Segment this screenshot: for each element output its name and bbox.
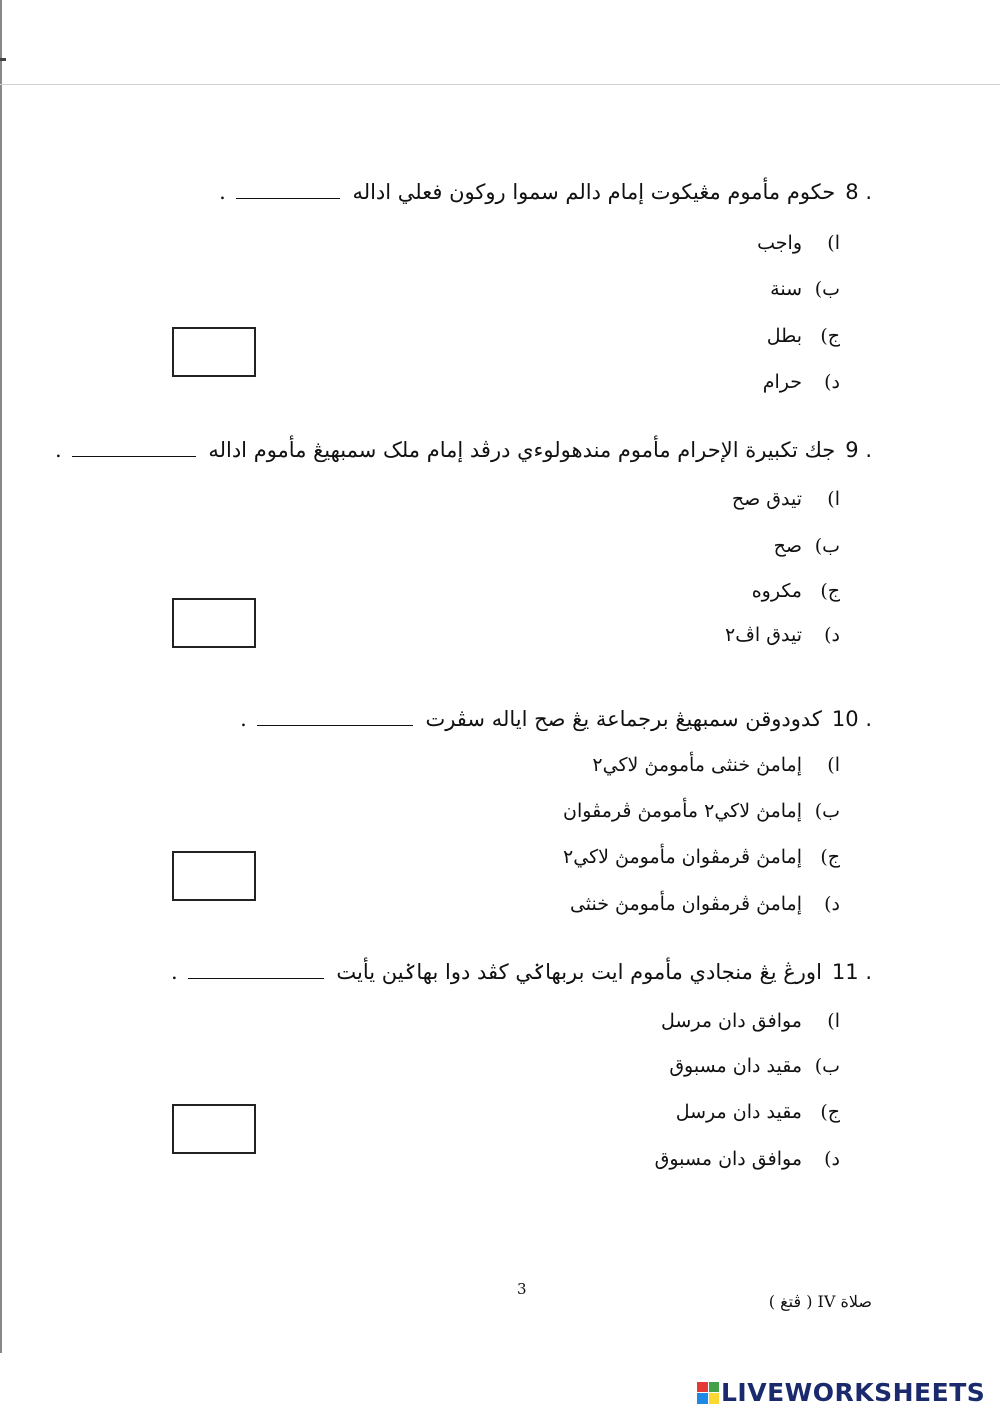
option-d: د)إمامڽ ڤرمڤوان مأمومڽ خنثى bbox=[569, 893, 840, 915]
question-text: جك تكبيرة الإحرام مأموم مندهولوءي درڤد إمام ملک سمبهيڠ مأموم اداله bbox=[208, 438, 836, 462]
question-text: اورڠ يڠ منجادي مأموم ايت بربهاݢي كڤد دوا بهاݢين يأيت bbox=[336, 960, 822, 984]
option-d: د)حرام bbox=[762, 371, 840, 393]
option-c: ج)بطل bbox=[766, 325, 840, 347]
option-a: ا)إمامڽ خنثى مأمومڽ لاكي٢ bbox=[592, 754, 840, 776]
logo-square-yellow bbox=[709, 1393, 720, 1404]
question-text: كدودوقن سمبهيڠ برجماعة يڠ صح اياله سڤرت bbox=[425, 707, 822, 731]
liveworksheets-logo bbox=[697, 1378, 985, 1407]
answer-blank bbox=[72, 440, 196, 457]
answer-blank bbox=[236, 182, 340, 199]
option-b: ب)إمامڽ لاكي٢ مأمومڽ ڤرمڤوان bbox=[563, 800, 840, 822]
logo-square-blue bbox=[697, 1393, 708, 1404]
answer-blank bbox=[257, 709, 413, 726]
answer-box-11[interactable] bbox=[172, 1104, 256, 1154]
answer-box-9[interactable] bbox=[172, 598, 256, 648]
option-b: ب)سنة bbox=[770, 278, 840, 300]
question-9: 9 .جك تكبيرة الإحرام مأموم مندهولوءي درڤد إمام ملک سمبهيڠ مأموم اداله . bbox=[54, 438, 872, 462]
logo-text: LIVEWORKSHEETS bbox=[721, 1378, 986, 1407]
logo-square-green bbox=[709, 1382, 720, 1393]
top-rule bbox=[0, 84, 1000, 85]
question-10: 10 .كدودوقن سمبهيڠ برجماعة يڠ صح اياله سڤرت . bbox=[240, 707, 872, 731]
question-number: 8 . bbox=[845, 180, 872, 204]
corner-mark bbox=[0, 58, 6, 61]
option-b: ب)صح bbox=[773, 535, 840, 557]
logo-mark-icon bbox=[697, 1382, 719, 1404]
answer-box-8[interactable] bbox=[172, 327, 256, 377]
question-number: 10 . bbox=[831, 707, 872, 731]
answer-blank bbox=[188, 962, 324, 979]
page-number: 3 bbox=[517, 1280, 527, 1298]
option-c: ج)مكروه bbox=[751, 580, 840, 602]
option-a: ا)تيدق صح bbox=[731, 488, 840, 510]
option-c: ج)مقيد دان مرسل bbox=[675, 1101, 840, 1123]
option-b: ب)مقيد دان مسبوق bbox=[669, 1055, 840, 1077]
question-8: 8 .حكوم مأموم مڠيكوت إمام دالم سموا روكون فعلي اداله . bbox=[219, 180, 872, 204]
page-left-edge bbox=[0, 0, 2, 1353]
question-text: حكوم مأموم مڠيكوت إمام دالم سموا روكون فعلي اداله bbox=[352, 180, 836, 204]
option-a: ا)واجب bbox=[757, 232, 840, 254]
question-number: 11 . bbox=[831, 960, 872, 984]
footer-code: صلاة IV ( ڤتغ ) bbox=[768, 1292, 872, 1311]
option-d: د)موافق دان مسبوق bbox=[654, 1148, 840, 1170]
option-a: ا)موافق دان مرسل bbox=[661, 1010, 840, 1032]
logo-square-red bbox=[697, 1382, 708, 1393]
question-11: 11 .اورڠ يڠ منجادي مأموم ايت بربهاݢي كڤد دوا بهاݢين يأيت . bbox=[171, 960, 872, 984]
option-c: ج)إمامڽ ڤرمڤوان مأمومڽ لاكي٢ bbox=[563, 846, 840, 868]
option-d: د)تيدق اڤ٢ bbox=[725, 624, 840, 646]
answer-box-10[interactable] bbox=[172, 851, 256, 901]
question-number: 9 . bbox=[845, 438, 872, 462]
